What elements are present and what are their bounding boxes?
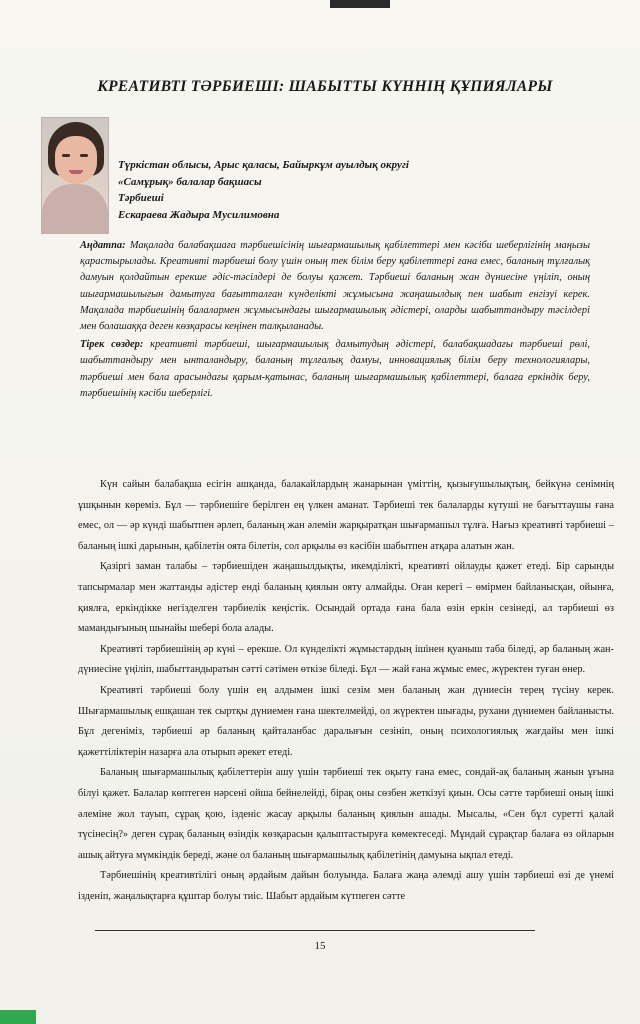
author-block [118,157,588,223]
body-paragraph: Күн сайын балабақша есігін ашқанда, балакайлардың жанарынан үміттің, қызығушылықтың, бейкүнә сенімнің ұшқынын көреміз. Бұл — тәрбиешіге берілген ең үлкен аманат. Тәрбиеші тек балаларды күтуші не бағыттаушы ғана емес, ол — әр күнді шабытпен әрлеп, баланың жан әлемін жарқыратқан шығармашыл тұлға. Нағыз креативті тәрбиеші – баланың ішкі дарынын, қабілетін оята білетін, сол арқылы өз кәсібін шабытпен атқара алатын жан. [78,479,614,552]
page-number: 15 [314,940,326,952]
body-paragraph: Тәрбиешінің креативтілігі оның әрдайым дайын болуында. Балаға жаңа әлемді ашу үшін тәрбиеші өзі де үнемі ізденіп, жаңалықтарға құштар болуы тиіс. Шабыт әрдайым күтпеген сәтте [78,870,614,902]
abstract-paragraph [80,238,590,335]
abstract-text: Мақалада балабақшаға тәрбиешісінің шығармашылық қабілеттері мен кәсіби шеберлігінің маңызы қарастырылады. Креативті тәрбиеші болу үшін оның тек білім беру қабілеттері ғана емес, баланың тұлғалық дамуын қолдайтын ерекше әдіс-тәсілдері де болуы қажет. Тәрбиеші баланың жан дүниесіне үңіліп, оның шығармашылығын дамытуға бағытталған күнделікті жұмысына жаңашылдық пен шабыт енгізуі керек. Мақалада тәрбиешінің балалармен жұмысындағы шығармашылық әдістері, оларды шабыттандыру тәсілдері мен болашаққа деген көзқарасы кеңінен талқыланады. [80,240,590,333]
body-paragraph: Креативті тәрбиешінің әр күні – ерекше. Ол күнделікті жұмыстардың ішінен қуаныш таба біледі, әр баланың жан-дүниесіне үңіліп, шабыттандыратын сәтті сәтімен өткізе біледі. Бұл — жай ғана жұмыс емес, жүректен туған өнер. [78,643,614,676]
keywords-paragraph [80,337,590,402]
author-kindergarten: «Самұрық» балалар бақшасы [118,175,262,188]
author-photo [41,117,109,234]
author-position: Тәрбиеші [118,192,164,204]
body-paragraph: Баланың шығармашылық қабілеттерін ашу үшін тәрбиеші тек оқыту ғана емес, сондай-ақ баланың жанын ұғына білуі қажет. Балалар көптеген нәрсені ойша бейнелейді, бірақ оны сөзбен жеткізуі қиын. Осы сәтте тәрбиеші оның ішкі әлеміне жол тауып, сұрақ қою, ізденіс жасау арқылы баланың қиялын ашады. Мысалы, «Сен бұл суретті қалай түсінесің?» деген сұрақ баланың өзіндік көзқарасын қалыптастыруға көмектеседі. Мұндай сұрақтар балаға өз ойларын ашық айтуға мүмкіндік береді, және ол баланың шығармашылық қабілетінің дамуына ықпал етеді. [78,767,614,861]
footer-rule [95,930,535,931]
body-paragraph: Креативті тәрбиеші болу үшін ең алдымен ішкі сезім мен баланың жан дүниесін терең түсіну керек. Шығармашылық ешқашан тек сыртқы дүниемен ғана шектелмейді, ол жүректен шығады, рухани дүниемен байланысты. Бұл дегеніміз, тәрбиеші әр баланың қайталанбас даралығын сезініп, оның психологиялық жағдайы мен ішкі қажеттіліктерін назарға ала отырып әрекет етеді. [78,684,614,758]
article-body [78,475,614,907]
abstract-lead: Аңдатпа: [80,240,126,251]
corner-color-strip [0,1010,36,1024]
abstract-block [80,238,590,402]
author-name: Ескараева Жадыра Мусилимовна [118,208,280,221]
top-binding-mark [330,0,390,8]
keywords-lead: Тірек сөздер: [80,339,144,351]
body-paragraph: Қазіргі заман талабы – тәрбиешіден жаңашылдықты, икемділікті, креативті ойлауды қажет етеді. Бір сарынды тапсырмалар мен жаттанды әдістер енді баланың қиялын ояту алмайды. Оған керегі – өмірмен байланысқан, ойынға, қиялға, еркіндікке негізделген тәрбиелік кеңістік. Осындай ортада ғана бала өзін еркін сезінеді, ал тәрбиеші өз мамандығының шынайы шебері бола алады. [78,561,614,635]
keywords-text: креативті тәрбиеші, шығармашылық дамытудың әдістері, балабақшадағы тәрбиеші рөлі, шабыттандыру мен ынталандыру, баланың тұлғалық дамуы, инновациялық білім беру технологиялары, тәрбиеші мен бала арасындағы қарым-қатынас, баланың шығармашылық қабілеттері, балаға еркіндік беру, тәрбиешінің кәсіби шеберлігі. [80,339,590,399]
author-region: Түркістан облысы, Арыс қаласы, Байыркұм ауылдық округі [118,159,409,171]
article-title: КРЕАТИВТІ ТӘРБИЕШІ: ШАБЫТТЫ КҮННІҢ ҚҰПИЯЛАРЫ [97,78,553,95]
